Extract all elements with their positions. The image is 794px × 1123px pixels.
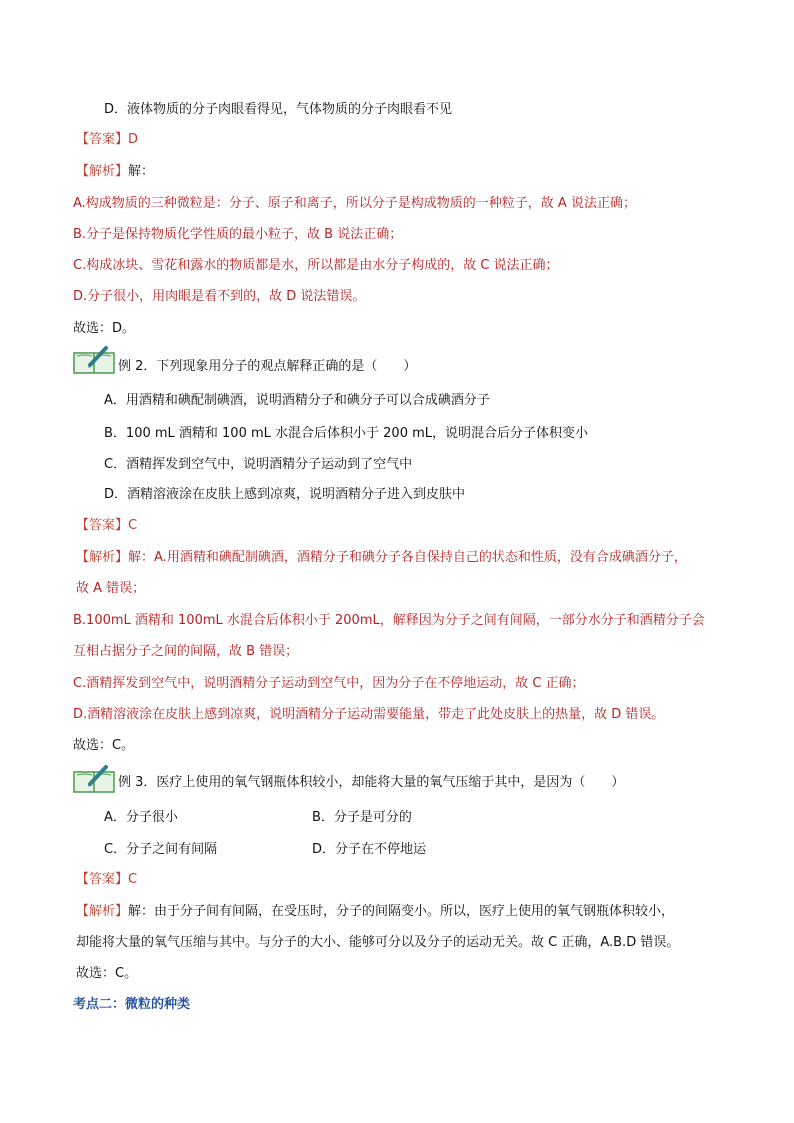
example-3-option-c: C．分子之间有间隔 — [104, 842, 218, 857]
analysis-b: B.分子是保持物质化学性质的最小粒子，故 B 说法正确； — [73, 227, 403, 242]
example-2-option-d: D．酒精溶液涂在皮肤上感到凉爽，说明酒精分子进入到皮肤中 — [104, 487, 466, 502]
answer-line — [76, 131, 138, 149]
analysis-c: C.构成冰块、雪花和露水的物质都是水，所以都是由水分子构成的，故 C 说法正确； — [73, 258, 559, 273]
example-3-selection: 故选：C。 — [76, 966, 138, 981]
example-2-analysis-2: 故 A 错误； — [76, 581, 146, 596]
example-2-analysis-6: D.酒精溶液涂在皮肤上感到凉爽，说明酒精分子运动需要能量，带走了此处皮肤上的热量，故 D 错误。 — [73, 707, 665, 722]
analysis-d: D.分子很小，用肉眼是看不到的，故 D 说法错误。 — [73, 289, 366, 304]
example-3-title: 例 3．医疗上使用的氧气钢瓶体积较小，却能将大量的氧气压缩于其中，是因为（ ） — [118, 775, 625, 790]
example-2-option-a: A．用酒精和碘配制碘酒，说明酒精分子和碘分子可以合成碘酒分子 — [104, 393, 490, 408]
analysis-tag: 【解析】 — [76, 550, 129, 565]
analysis-text: 解：A.用酒精和碘配制碘酒，酒精分子和碘分子各自保持自己的状态和性质，没有合成碘酒分子， — [128, 550, 687, 565]
example-2-option-c: C．酒精挥发到空气中，说明酒精分子运动到了空气中 — [104, 457, 413, 472]
section-heading-2: 考点二：微粒的种类 — [73, 997, 191, 1012]
example-2-option-b: B．100 mL 酒精和 100 mL 水混合后体积小于 200 mL，说明混合后分子体积变小 — [104, 426, 589, 441]
selection-1: 故选：D。 — [73, 321, 136, 336]
analysis-intro: 解： — [128, 164, 155, 179]
answer-tag: 【答案】 — [76, 518, 129, 533]
analysis-tag: 【解析】 — [76, 164, 129, 179]
example-3-answer — [76, 871, 137, 889]
example-2-selection: 故选：C。 — [73, 738, 135, 753]
example-3-option-d: D．分子在不停地运 — [312, 842, 427, 857]
example-2-analysis-5: C.酒精挥发到空气中，说明酒精分子运动到空气中，因为分子在不停地运动，故 C 正确； — [73, 676, 585, 691]
answer-value: C — [128, 872, 138, 887]
example-2-analysis-3: B.100mL 酒精和 100mL 水混合后体积小于 200mL，解释因为分子之间有间隔，一部分水分子和酒精分子会 — [73, 613, 705, 628]
analysis-line — [76, 163, 154, 181]
analysis-a: A.构成物质的三种微粒是：分子、原子和离子，所以分子是构成物质的一种粒子，故 A 说法正确； — [73, 196, 636, 211]
answer-value: D — [128, 132, 139, 147]
option-d-prev: D．液体物质的分子肉眼看得见，气体物质的分子肉眼看不见 — [104, 102, 453, 117]
analysis-tag: 【解析】 — [76, 904, 129, 919]
analysis-text: 解：由于分子间有间隔，在受压时，分子的间隔变小。所以，医疗上使用的氧气钢瓶体积较小， — [128, 904, 675, 919]
example-2-analysis-4: 互相占据分子之间的间隔，故 B 错误； — [73, 644, 299, 659]
answer-value: C — [128, 518, 138, 533]
example-2-analysis-1 — [76, 549, 687, 567]
example-3-analysis-2: 却能将大量的氧气压缩与其中。与分子的大小、能够可分以及分子的运动无关。故 C 正确，A.B.D 错误。 — [76, 935, 680, 950]
example-3-option-a: A．分子很小 — [104, 810, 178, 825]
book-pencil-icon — [72, 764, 116, 794]
example-2-answer — [76, 517, 137, 535]
example-3-option-b: B．分子是可分的 — [312, 810, 412, 825]
book-pencil-icon — [72, 345, 116, 375]
answer-tag: 【答案】 — [76, 872, 129, 887]
example-2-title: 例 2．下列现象用分子的观点解释正确的是（ ） — [118, 359, 417, 374]
example-3-analysis-1 — [76, 903, 674, 921]
answer-tag: 【答案】 — [76, 132, 129, 147]
